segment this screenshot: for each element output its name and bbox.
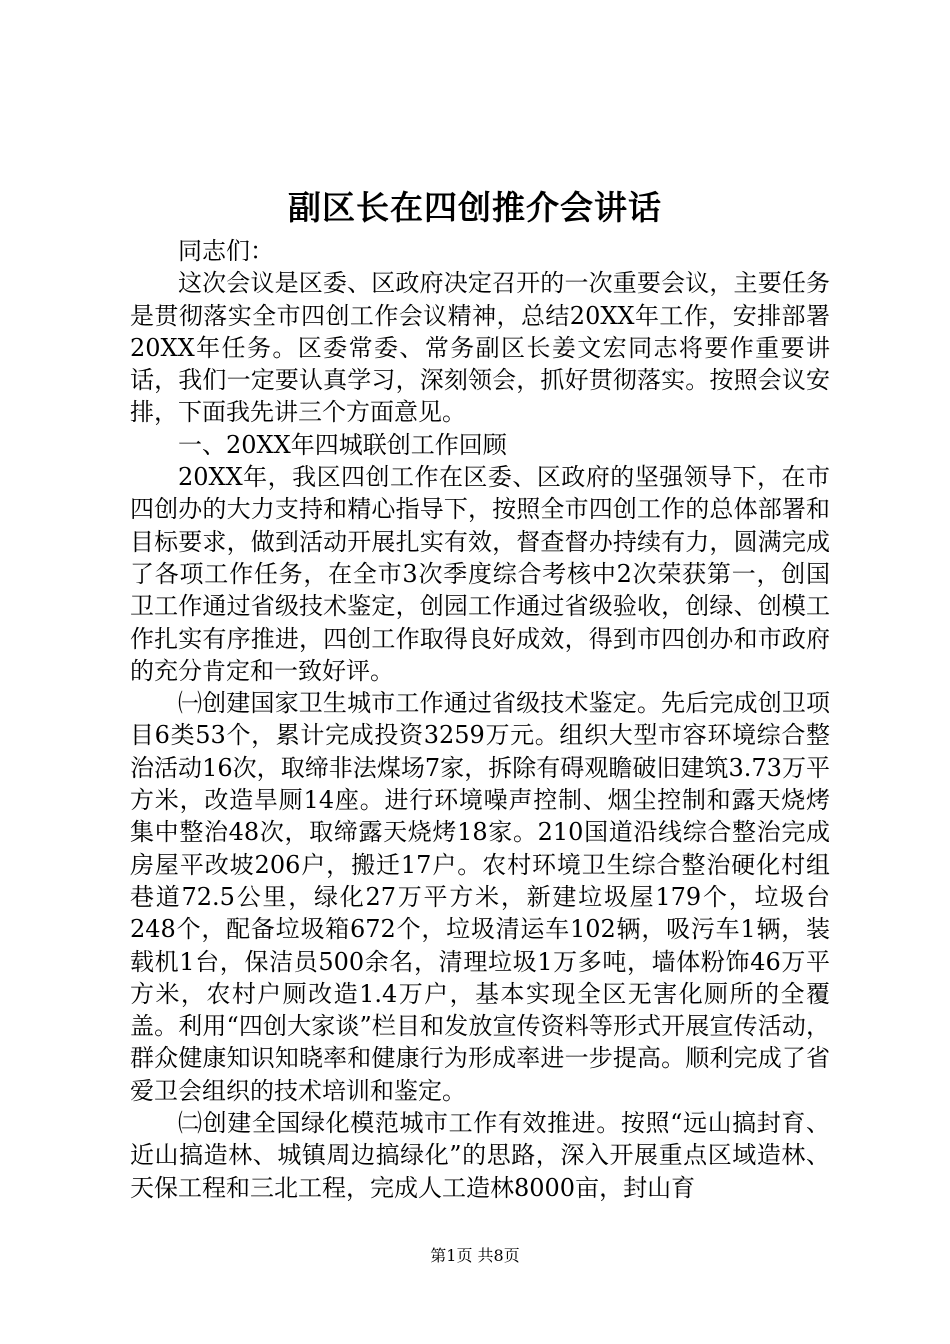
greening-city-paragraph: ㈡创建全国绿化模范城市工作有效推进。按照“远山搞封育、近山搞造林、城镇周边搞绿化”的思路，深入开展重点区域造林、天保工程和三北工程，完成人工造林8000亩，封山育 (130, 1109, 830, 1202)
section-heading: 一、20XX年四城联创工作回顾 (178, 430, 507, 459)
sanitation-city-paragraph: ㈠创建国家卫生城市工作通过省级技术鉴定。先后完成创卫项目6类53个，累计完成投资3259万元。组织大型市容环境综合整治活动16次，取缔非法煤场7家，拆除有碍观瞻破旧建筑3.73万平方米，改造旱厕14座。进行环境噪声控制、烟尘控制和露天烧烤集中整治48次，取缔露天烧烤18家。210国道沿线综合整治完成房屋平改坡206户，搬迁17户。农村环境卫生综合整治硬化村组巷道72.5公里，绿化27万平方米，新建垃圾屋179个，垃圾台248个，配备垃圾箱672个，垃圾清运车102辆，吸污车1辆，装载机1台，保洁员500余名，清理垃圾1万多吨，墙体粉饰46万平方米，农村户厕改造1.4万户，基本实现全区无害化厕所的全覆盖。利用“四创大家谈”栏目和发放宣传资料等形式开展宣传活动，群众健康知识知晓率和健康行为形成率进一步提高。顺利完成了省爱卫会组织的技术培训和鉴定。 (130, 689, 830, 1105)
intro-paragraph: 这次会议是区委、区政府决定召开的一次重要会议，主要任务是贯彻落实全市四创工作会议精神，总结20XX年工作，安排部署20XX年任务。区委常委、常务副区长姜文宏同志将要作重要讲话，我们一定要认真学习，深刻领会，抓好贯彻落实。按照会议安排，下面我先讲三个方面意见。 (130, 269, 830, 427)
document-body (130, 235, 830, 1204)
page-title: 副区长在四创推介会讲话 (288, 188, 662, 227)
page-footer: 第1页 共8页 (430, 1246, 520, 1265)
salutation-paragraph: 同志们： (178, 237, 274, 265)
review-paragraph: 20XX年，我区四创工作在区委、区政府的坚强领导下，在市四创办的大力支持和精心指导下，按照全市四创工作的总体部署和目标要求，做到活动开展扎实有效，督查督办持续有力，圆满完成了各项工作任务，在全市3次季度综合考核中2次荣获第一，创国卫工作通过省级技术鉴定，创园工作通过省级验收，创绿、创模工作扎实有序推进，四创工作取得良好成效，得到市四创办和市政府的充分肯定和一致好评。 (130, 463, 830, 685)
